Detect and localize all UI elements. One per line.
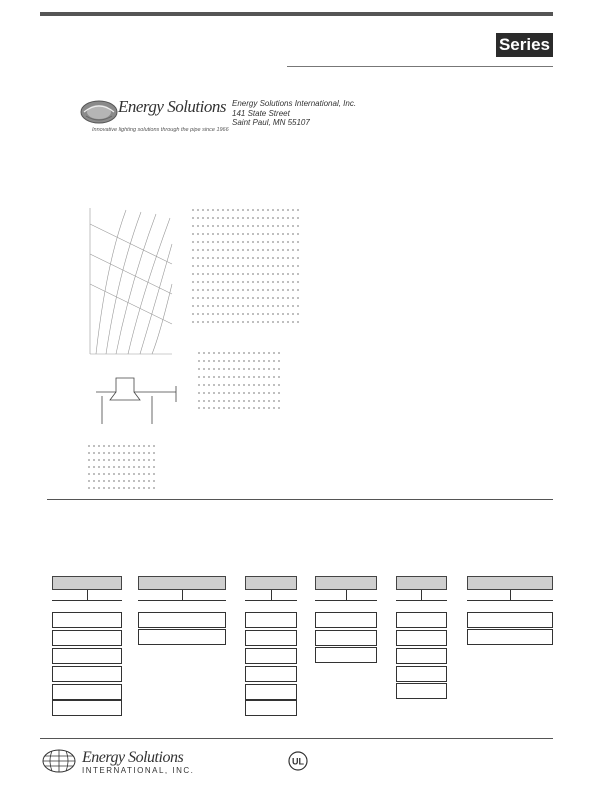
footer-logo-name: Energy Solutions [82, 749, 184, 766]
section-divider [47, 499, 553, 500]
group-3-option [245, 648, 297, 664]
group-4-header [315, 576, 377, 590]
group-3-option [245, 700, 297, 716]
company-address [232, 99, 356, 128]
group-4-option [315, 630, 377, 646]
group-5-option [396, 666, 447, 682]
footer-logo-icon [42, 748, 76, 774]
group-3-option [245, 630, 297, 646]
series-badge: Series [496, 33, 553, 57]
group-6-option [467, 612, 553, 628]
photometric-curve-graphic [86, 204, 176, 359]
group-5-header [396, 576, 447, 590]
group-4-option [315, 647, 377, 663]
address-line-1: Energy Solutions International, Inc. [232, 99, 357, 108]
group-5-option [396, 648, 447, 664]
group-1-option [52, 666, 122, 682]
group-3-header [245, 576, 297, 590]
group-4-option [315, 612, 377, 628]
svg-text:UL: UL [292, 756, 304, 767]
group-1-option [52, 630, 122, 646]
address-line-2: 141 State Street [232, 108, 290, 118]
group-3-option [245, 666, 297, 682]
group-2-option [138, 612, 226, 628]
group-2-header [138, 576, 226, 590]
header-bar [40, 12, 553, 16]
group-1-header [52, 576, 122, 590]
group-5-option [396, 683, 447, 699]
group-3-option [245, 612, 297, 628]
data-table-graphic [190, 202, 305, 330]
group-6-option [467, 629, 553, 645]
company-logo-name: Energy Solutions [118, 97, 226, 116]
header-rule [287, 66, 553, 67]
spec-table-graphic [196, 348, 286, 410]
group-1-option [52, 612, 122, 628]
group-1-option [52, 684, 122, 700]
ul-certification-icon [288, 751, 308, 771]
address-line-3: Saint Paul, MN 55107 [232, 118, 310, 127]
footer-rule [40, 738, 553, 739]
ordering-notes-graphic [86, 442, 160, 492]
group-2-option [138, 629, 226, 645]
company-tagline: Innovative lighting solutions through the pipe since 1966 [92, 127, 229, 133]
group-5-option [396, 630, 447, 646]
group-1-option [52, 700, 122, 716]
group-1-option [52, 648, 122, 664]
group-3-option [245, 684, 297, 700]
dimension-drawing-graphic [90, 372, 180, 428]
group-6-header [467, 576, 553, 590]
group-5-option [396, 612, 447, 628]
footer-logo-sub: INTERNATIONAL, INC. [82, 766, 195, 775]
